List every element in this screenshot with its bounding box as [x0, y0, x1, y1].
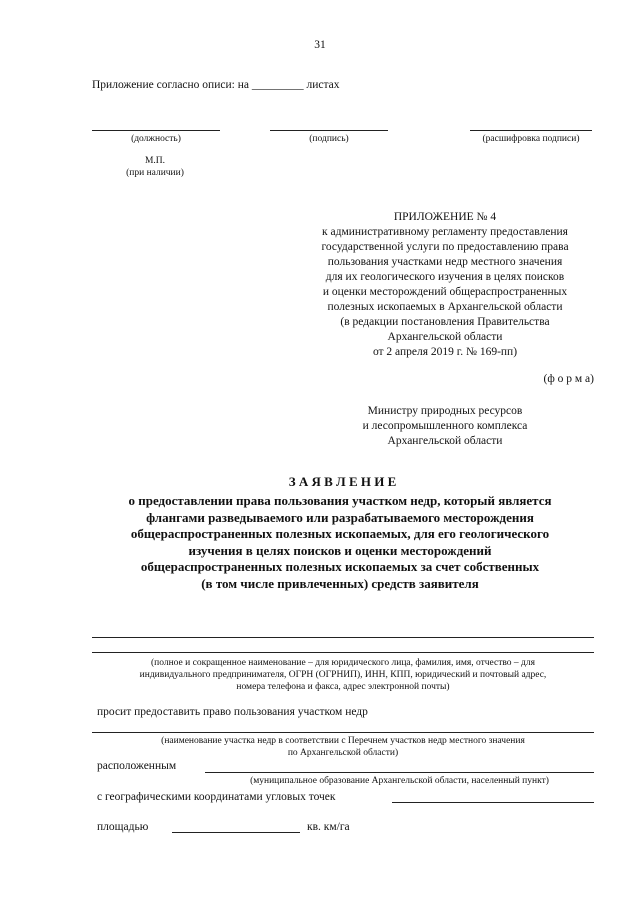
form-label: (ф о р м а) — [543, 373, 594, 385]
appendix-line: государственной услуги по предоставлению права — [321, 241, 569, 253]
appendix-line: полезных ископаемых в Архангельской области — [327, 301, 563, 313]
signature-line — [270, 130, 388, 131]
plot-note — [92, 735, 594, 759]
addressee-block — [335, 404, 555, 449]
addressee-line: Министру природных ресурсов — [367, 405, 523, 417]
appendix-line: (в редакции постановления Правительства — [340, 316, 550, 328]
statement-title: З А Я В Л Е Н И Е — [288, 474, 397, 489]
located-field-line[interactable] — [205, 772, 594, 773]
area-unit: кв. км/га — [307, 821, 350, 833]
area-label: площадью — [97, 821, 149, 833]
seal-label: М.П. — [144, 156, 166, 166]
statement-subtitle — [70, 493, 610, 592]
plot-note-line: по Архангельской области) — [287, 748, 399, 758]
seal-note: (при наличии) — [126, 168, 184, 178]
appendix-line: и оценки месторождений общераспространенных — [322, 286, 568, 298]
position-line — [92, 130, 220, 131]
addressee-line: и лесопромышленного комплекса — [362, 420, 528, 432]
statement-line: общераспространенных полезных ископаемых, для его геологического — [130, 526, 550, 541]
appendix-title: ПРИЛОЖЕНИЕ № 4 — [393, 211, 497, 223]
municipality-note: (муниципальное образование Архангельской области, населенный пункт) — [250, 776, 549, 786]
addressee-line: Архангельской области — [387, 435, 503, 447]
appendix-line: для их геологического изучения в целях поисков — [325, 271, 565, 283]
applicant-note-line: индивидуального предпринимателя, ОГРН (ОГРНИП), ИНН, КПП, юридический и почтовый адрес, — [139, 670, 547, 680]
applicant-note-line: номера телефона и факса, адрес электронной почты) — [236, 682, 450, 692]
statement-line: (в том числе привлеченных) средств заявителя — [201, 575, 479, 591]
located-label: расположенным — [97, 760, 177, 772]
appendix-block — [290, 210, 600, 360]
applicant-note — [92, 657, 594, 693]
position-label: (должность) — [131, 134, 181, 144]
decode-label: (расшифровка подписи) — [482, 134, 580, 144]
applicant-note-line: (полное и сокращенное наименование – для юридического лица, фамилия, имя, отчество – для — [150, 658, 535, 668]
page-number: 31 — [314, 39, 326, 51]
plot-note-line: (наименование участка недр в соответствии с Перечнем участков недр местного значения — [161, 736, 525, 746]
area-field-line[interactable] — [172, 832, 300, 833]
appendix-line: к административному регламенту предоставления — [322, 226, 568, 238]
statement-line: о предоставлении права пользования участком недр, который является — [128, 493, 552, 508]
signature-label: (подпись) — [309, 134, 349, 144]
request-text: просит предоставить право пользования участком недр — [97, 706, 368, 718]
statement-line: флангами разведываемого или разрабатываемого месторождения — [146, 509, 534, 525]
attachment-line: Приложение согласно описи: на _________ листах — [92, 79, 340, 91]
appendix-line: от 2 апреля 2019 г. № 169-пп) — [372, 346, 518, 358]
statement-line: общераспространенных полезных ископаемых за счет собственных — [140, 559, 540, 574]
applicant-field-line-1[interactable] — [92, 637, 594, 638]
plot-name-line[interactable] — [92, 732, 594, 733]
appendix-line: пользования участками недр местного значения — [327, 256, 563, 268]
statement-line: изучения в целях поисков и оценки месторождений — [188, 542, 492, 558]
decode-line — [470, 130, 592, 131]
applicant-field-line-2[interactable] — [92, 652, 594, 653]
appendix-line: Архангельской области — [387, 331, 503, 343]
coordinates-label: с географическими координатами угловых точек — [97, 791, 336, 803]
coordinates-field-line[interactable] — [392, 802, 594, 803]
